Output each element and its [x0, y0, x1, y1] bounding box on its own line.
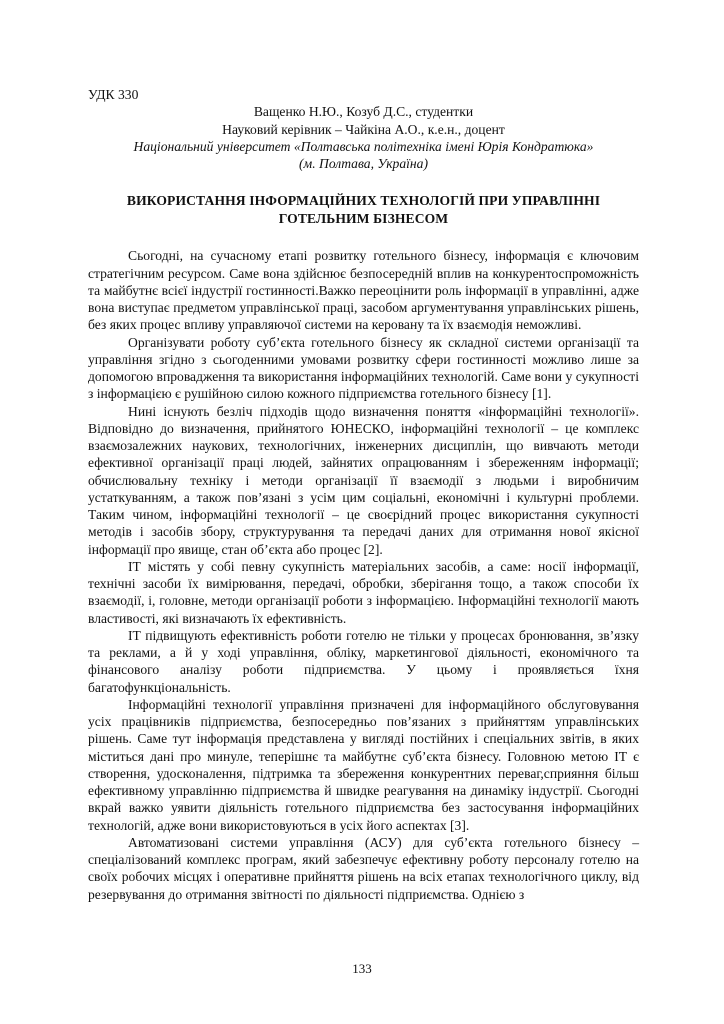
paragraph: Організувати роботу суб’єкта готельного бізнесу як складної системи організації та управління згідно з сьогоденними умовами розвитку сфери гостинності можливо лише за допомогою впровадження та використання інформаційних технологій. Саме вони у сукупності з інформацією є рушійною силою кожного підприємства готельного бізнесу [1]. — [88, 334, 639, 402]
body-text — [88, 247, 639, 903]
authors: Ващенко Н.Ю., Козуб Д.С., студентки — [253, 104, 474, 120]
paragraph: Автоматизовані системи управління (АСУ) для суб’єкта готельного бізнесу – спеціалізований комплекс програм, який забезпечує ефективну роботу персоналу готелю на своїх робочих місцях і оперативне прийняття рішень на всіх етапах технологічного циклу, від резервування до отримання звітності по діяльності підприємства. Однією з — [88, 834, 639, 902]
paper-title-line-1: ВИКОРИСТАННЯ ІНФОРМАЦІЙНИХ ТЕХНОЛОГІЙ ПРИ УПРАВЛІННІ — [126, 193, 601, 209]
paper-title — [88, 192, 639, 227]
page-number: 133 — [352, 961, 372, 976]
institution: Національний університет «Полтавська політехніка імені Юрія Кондратюка» — [133, 138, 594, 154]
paragraph: ІТ підвищують ефективність роботи готелю не тільки у процесах бронювання, зв’язку та реклами, а й у ході управління, обліку, маркетингової діяльності, економічного та фінансового аналізу роботи підприємства. У цьому і проявляється їхня багатофункціональність. — [88, 627, 639, 695]
paragraph: ІТ містять у собі певну сукупність матеріальних засобів, а саме: носії інформації, технічні засоби їх вимірювання, передачі, обробки, зберігання тощо, а також способи їх взаємодії, і, головне, методи організації роботи з інформацією. Інформаційні технології мають властивості, які визначають їх ефективність. — [88, 558, 639, 626]
location: (м. Полтава, Україна) — [299, 156, 428, 171]
paragraph: Сьогодні, на сучасному етапі розвитку готельного бізнесу, інформація є ключовим стратегічним ресурсом. Саме вона здійснює безпосередній вплив на конкурентоспроможність та майбутнє всієї індустрії гостинності.Важко переоцінити роль інформації в управлінні, адже вона виступає предметом управлінської праці, засобом аргументування управлінських рішень, без яких процес впливу управляючої системи на керовану та їх взаємодія неможливі. — [88, 248, 639, 333]
paragraph: Нині існують безліч підходів щодо визначення поняття «інформаційні технології». Відповідно до визначення, прийнятого ЮНЕСКО, інформаційні технології – це комплекс взаємозалежних наукових, технологічних, інженерних дисциплін, що вивчають методи ефективної організації праці людей, зайнятих опрацюванням і збереженням інформації; обчислювальну техніку і методи організації її взаємодії з людьми і виробничим устаткуванням, а також пов’язані з усім цим соціальні, економічні і культурні проблеми. Таким чином, інформаційні технології – це своєрідний процес використання сукупності методів і засобів збору, структурування та передачі даних для отримання нової якісної інформації про явище, стан об’єкта або процес [2]. — [88, 403, 639, 557]
supervisor: Науковий керівник – Чайкіна А.О., к.е.н., доцент — [222, 121, 505, 137]
paragraph: Інформаційні технології управління призначені для інформаційного обслуговування усіх працівників підприємства, безпосередньо пов’язаних з прийняттям управлінських рішень. Саме тут інформація представлена у вигляді постійних і спеціальних звітів, в яких міститься дані про минуле, теперішнє та майбутнє суб’єкта бізнесу. Головною метою ІТ є створення, удосконалення, підтримка та збереження конкурентних переваг,сприяння більш ефективному управлінню підприємства й швидке реагування на динаміку індустрії. Сьогодні вкрай важко уявити діяльність готельного підприємства без застосування інформаційних технологій, адже вони використовуються в усіх його аспектах [3]. — [88, 696, 639, 833]
paper-title-line-2: ГОТЕЛЬНИМ БІЗНЕСОМ — [278, 210, 449, 226]
page-content — [88, 86, 639, 903]
udk-code: УДК 330 — [88, 87, 139, 102]
